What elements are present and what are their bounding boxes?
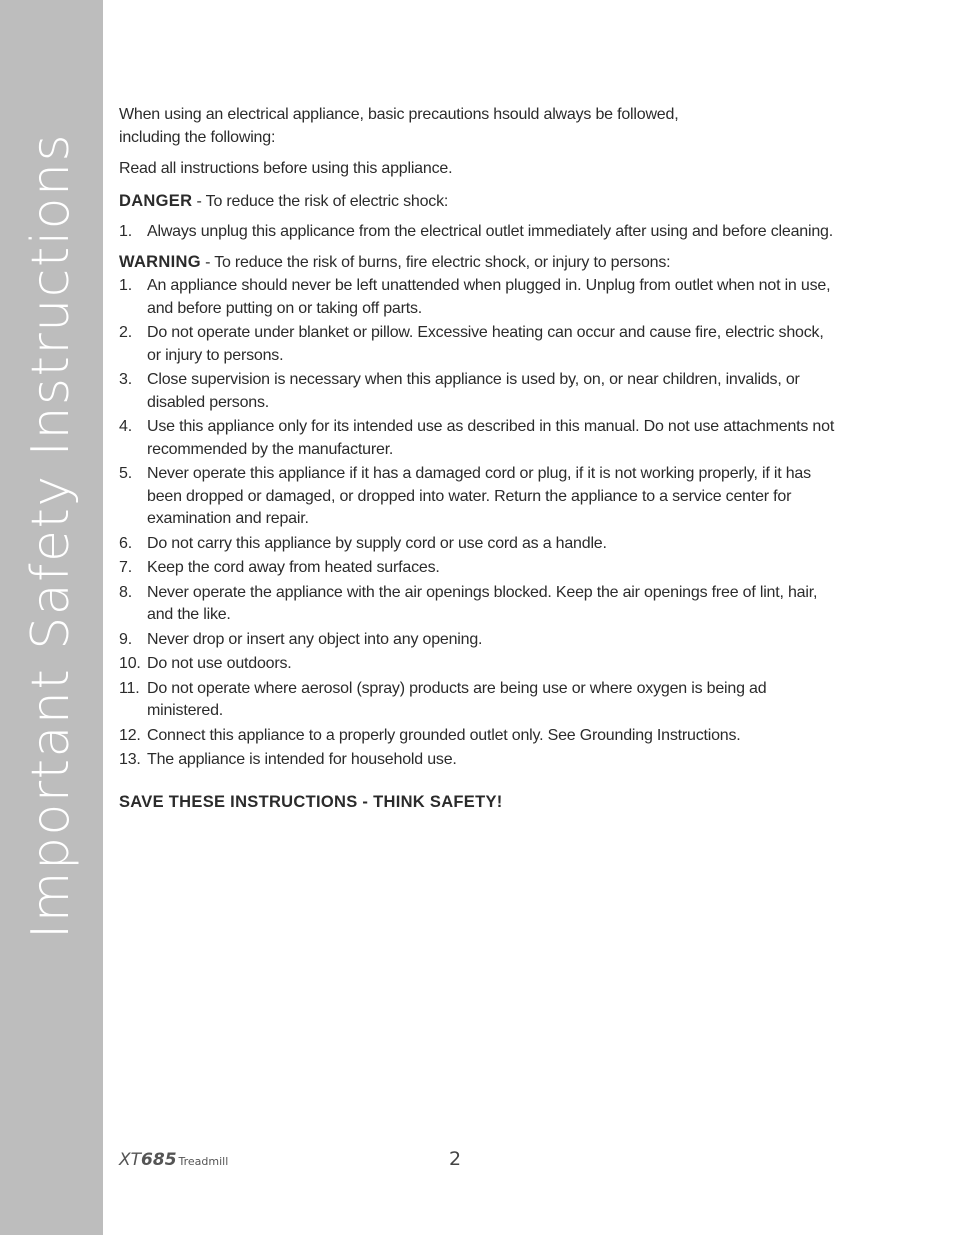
list-item (119, 725, 835, 748)
list-item-number: 10. (119, 655, 141, 672)
list-item (119, 275, 835, 320)
danger-text: - To reduce the risk of electric shock: (192, 192, 449, 210)
list-item-text: Use this appliance only for its intended use as described in this manual. Do not use attachments not recommended by the manufacturer. (147, 418, 835, 458)
list-item-text: Connect this appliance to a properly grounded outlet only. See Grounding Instructions. (147, 726, 741, 744)
warning-label: WARNING (119, 252, 201, 271)
list-item (119, 678, 835, 723)
save-instructions-note: SAVE THESE INSTRUCTIONS - THINK SAFETY! (119, 792, 503, 811)
list-item-number: 9. (119, 630, 132, 648)
page-number: 2 (449, 1148, 462, 1170)
sidebar-band (0, 0, 103, 1235)
list-item (119, 221, 835, 244)
read-all-paragraph: Read all instructions before using this appliance. (119, 160, 453, 177)
list-item (119, 416, 835, 461)
danger-list (119, 221, 835, 244)
list-item-text: Do not operate where aerosol (spray) products are being use or where oxygen is being ad ministered. (147, 679, 767, 719)
list-item-number: 8. (119, 583, 132, 601)
list-item-text: Always unplug this applicance from the electrical outlet immediately after using and before cleaning. (147, 223, 833, 240)
page-footer (119, 1150, 479, 1176)
list-item-number: 1. (119, 223, 132, 240)
instructions-content (119, 104, 835, 813)
list-item (119, 749, 835, 772)
model-name: Treadmill (178, 1155, 229, 1168)
model-prefix: XT (119, 1150, 142, 1170)
list-item-text: Never drop or insert any object into any opening. (147, 630, 483, 648)
list-item-number: 1. (119, 277, 132, 294)
warning-list (119, 275, 835, 772)
list-item (119, 369, 835, 414)
list-item-text: The appliance is intended for household use. (147, 751, 457, 768)
list-item-text: Do not carry this appliance by supply cord or use cord as a handle. (147, 534, 607, 552)
list-item (119, 533, 835, 556)
sidebar-title: Important Safety Instructions (21, 132, 81, 940)
danger-heading (119, 190, 835, 214)
list-item-number: 4. (119, 418, 132, 435)
list-item-text: Do not operate under blanket or pillow. Excessive heating can occur and cause fire, electric shock, or injury to persons. (147, 324, 824, 364)
list-item-number: 7. (119, 559, 132, 576)
list-item-number: 5. (119, 465, 132, 482)
list-item (119, 557, 835, 580)
intro-paragraph (119, 104, 835, 149)
list-item-text: Do not use outdoors. (147, 655, 292, 672)
list-item-number: 13. (119, 751, 141, 768)
warning-text: - To reduce the risk of burns, fire electric shock, or injury to persons: (200, 253, 671, 271)
list-item (119, 653, 835, 676)
list-item-text: Never operate this appliance if it has a damaged cord or plug, if it is not working properly, if it has been dropped or damaged, or dropped into water. Return the appliance to a service center for examination and repair. (147, 465, 811, 527)
list-item-text: An appliance should never be left unattended when plugged in. Unplug from outlet when not in use, and before putting on or taking off parts. (147, 277, 831, 317)
list-item-number: 2. (119, 324, 132, 341)
list-item-number: 11. (119, 679, 140, 697)
intro-line-2: including the following: (119, 128, 276, 146)
list-item (119, 629, 835, 652)
list-item-text: Close supervision is necessary when this appliance is used by, on, or near children, invalids, or disabled persons. (147, 371, 800, 411)
list-item-number: 12. (119, 726, 141, 744)
list-item (119, 463, 835, 531)
list-item (119, 322, 835, 367)
warning-heading (119, 251, 835, 275)
list-item-number: 3. (119, 371, 132, 388)
list-item-text: Never operate the appliance with the air openings blocked. Keep the air openings free of lint, hair, and the like. (147, 583, 818, 623)
list-item-text: Keep the cord away from heated surfaces. (147, 559, 440, 576)
danger-label: DANGER (119, 191, 193, 210)
list-item-number: 6. (119, 534, 132, 552)
list-item (119, 582, 835, 627)
intro-line-1: When using an electrical appliance, basic precautions hsould always be followed, (119, 106, 679, 123)
model-number: 685 (141, 1150, 177, 1170)
